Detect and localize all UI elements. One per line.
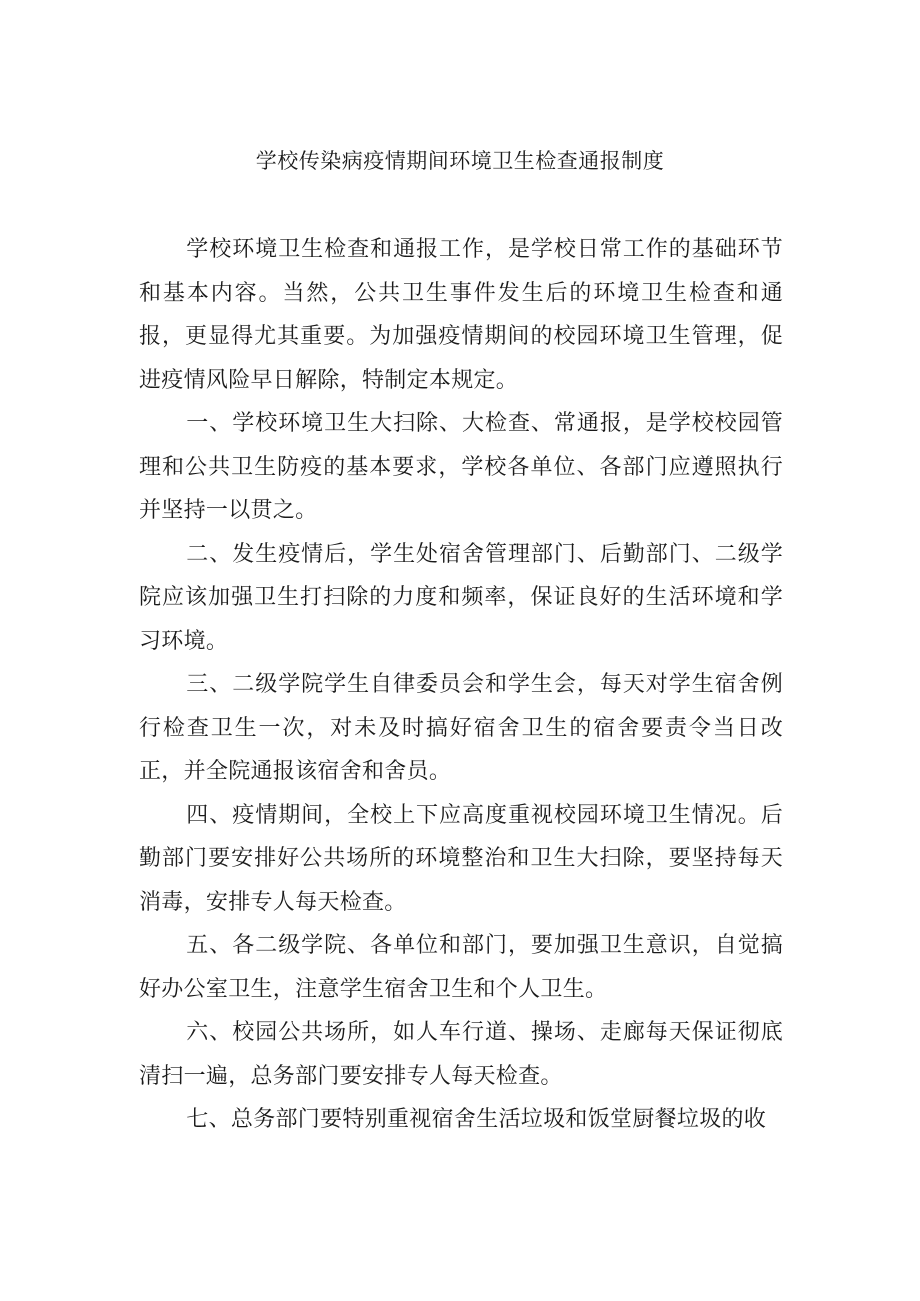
document-body — [139, 228, 783, 1142]
paragraph-item-7: 七、总务部门要特别重视宿舍生活垃圾和饭堂厨餐垃圾的收 — [186, 1107, 767, 1132]
document-title: 学校传染病疫情期间环境卫生检查通报制度 — [255, 149, 665, 173]
paragraph-item-1: 一、学校环境卫生大扫除、大检查、常通报，是学校校园管理和公共卫生防疫的基本要求，学校各单位、各部门应遵照执行并坚持一以贯之。 — [139, 411, 783, 523]
paragraph-item-4: 四、疫情期间，全校上下应高度重视校园环境卫生情况。后勤部门要安排好公共场所的环境整治和卫生大扫除，要坚持每天消毒，安排专人每天检查。 — [139, 802, 783, 915]
paragraph-item-5: 五、各二级学院、各单位和部门，要加强卫生意识，自觉搞好办公室卫生，注意学生宿舍卫生和个人卫生。 — [139, 933, 783, 1002]
paragraph-item-2: 二、发生疫情后，学生处宿舍管理部门、后勤部门、二级学院应该加强卫生打扫除的力度和频率，保证良好的生活环境和学习环境。 — [139, 541, 783, 654]
paragraph-intro: 学校环境卫生检查和通报工作，是学校日常工作的基础环节和基本内容。当然，公共卫生事件发生后的环境卫生检查和通报，更显得尤其重要。为加强疫情期间的校园环境卫生管理，促进疫情风险早日解除，特制定本规定。 — [139, 237, 783, 393]
paragraph-item-3: 三、二级学院学生自律委员会和学生会，每天对学生宿舍例行检查卫生一次，对未及时搞好宿舍卫生的宿舍要责令当日改正，并全院通报该宿舍和舍员。 — [139, 672, 783, 784]
paragraph-item-6: 六、校园公共场所，如人车行道、操场、走廊每天保证彻底清扫一遍，总务部门要安排专人每天检查。 — [139, 1020, 783, 1089]
